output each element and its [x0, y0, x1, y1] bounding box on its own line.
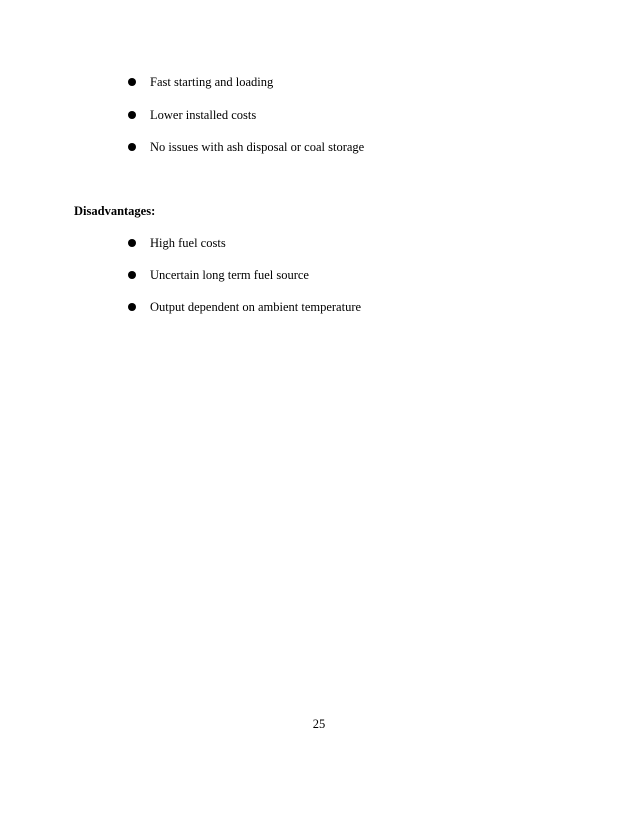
list-item	[128, 74, 273, 90]
bullet-icon	[128, 143, 136, 151]
list-item-text: Lower installed costs	[150, 108, 257, 122]
list-item	[128, 107, 256, 123]
list-item-text: Uncertain long term fuel source	[150, 268, 309, 282]
page-number: 25	[312, 717, 326, 731]
list-item	[128, 267, 309, 283]
list-item-text: High fuel costs	[150, 236, 226, 250]
bullet-icon	[128, 239, 136, 247]
bullet-icon	[128, 271, 136, 279]
list-item-text: Output dependent on ambient temperature	[150, 300, 362, 314]
list-item-text: Fast starting and loading	[150, 75, 274, 89]
list-item	[128, 299, 361, 315]
bullet-icon	[128, 111, 136, 119]
bullet-icon	[128, 303, 136, 311]
disadvantages-heading: Disadvantages:	[74, 204, 156, 218]
list-item	[128, 139, 364, 155]
bullet-icon	[128, 78, 136, 86]
list-item	[128, 235, 226, 251]
list-item-text: No issues with ash disposal or coal storage	[150, 140, 365, 154]
